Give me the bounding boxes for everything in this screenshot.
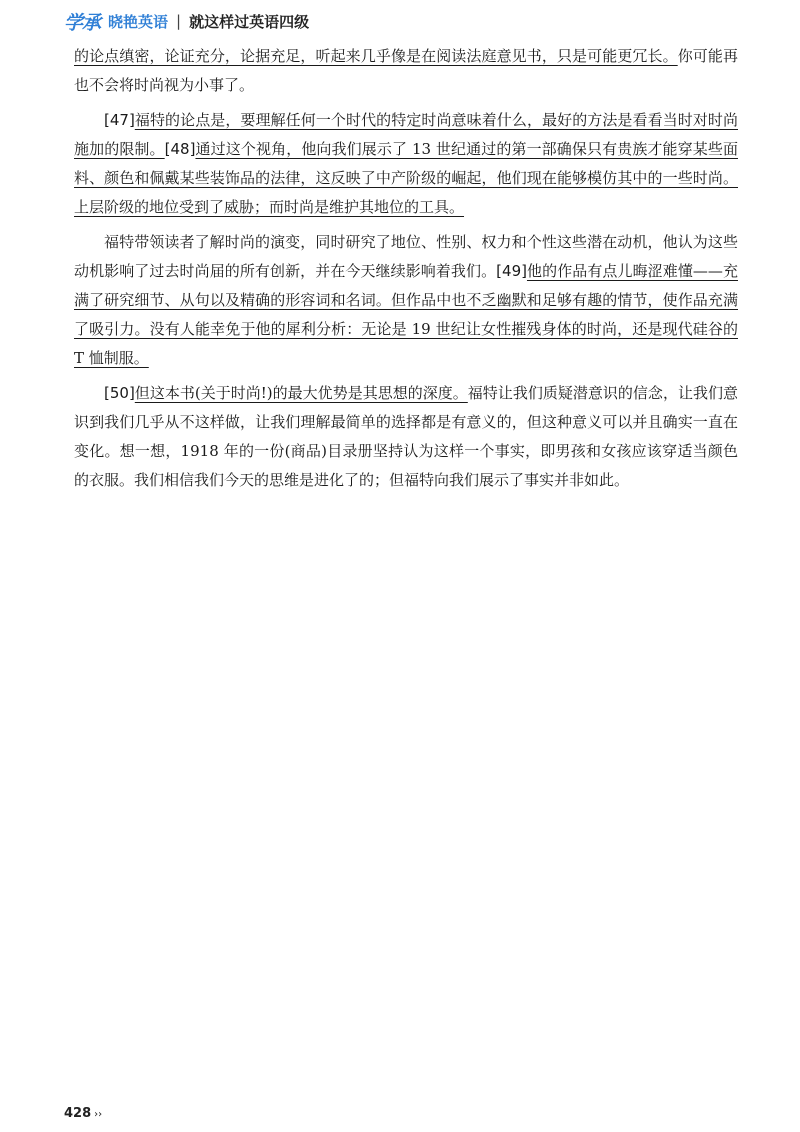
question-marker-49: [49] xyxy=(496,262,527,280)
page-footer xyxy=(64,1106,102,1121)
question-marker-48: [48] xyxy=(164,140,196,158)
paragraph-1 xyxy=(74,42,738,100)
paragraph-4 xyxy=(74,379,738,495)
arrows-icon: ›› xyxy=(94,1109,103,1120)
paragraph-text: 你可能再也不会将时尚视为小事了。 xyxy=(74,47,738,94)
header-separator: | xyxy=(176,12,182,30)
underlined-sentence: 他的作品有点儿晦涩难懂——充满了研究细节、从句以及精确的形容词和名词。但作品中也不乏幽默和足够有趣的情节，使作品充满了吸引力。没有人能幸免于他的犀利分析：无论是 19 世纪让女性摧残身体的时尚，还是现代硅谷的 T 恤制服。 xyxy=(74,262,738,367)
page-number: 428 xyxy=(64,1106,92,1121)
paragraph-text: 福特让我们质疑潜意识的信念，让我们意识到我们几乎从不这样做，让我们理解最简单的选择都是有意义的，但这种意义可以并且确实一直在变化。想一想，1918 年的一份(商品)目录册坚持认为这样一个事实，即男孩和女孩应该穿适当颜色的衣服。我们相信我们今天的思维是进化了的；但福特向我们展示了事实并非如此。 xyxy=(74,384,738,489)
underlined-sentence: 通过这个视角，他向我们展示了 13 世纪通过的第一部确保只有贵族才能穿某些面料、颜色和佩戴某些装饰品的法律，这反映了中产阶级的崛起，他们现在能够模仿其中的一些时尚。上层阶级的地位受到了威胁；而时尚是维护其地位的工具。 xyxy=(74,140,738,216)
translation-text xyxy=(74,42,738,501)
paragraph-3 xyxy=(74,228,738,373)
paragraph-2 xyxy=(74,106,738,222)
publisher-logo: 学承 xyxy=(64,11,101,34)
paragraph-text: 福特带领读者了解时尚的演变，同时研究了地位、性别、权力和个性这些潜在动机，他认为这些动机影响了过去时尚届的所有创新，并在今天继续影响着我们。 xyxy=(74,233,738,280)
brand-name: 晓艳英语 xyxy=(108,12,169,31)
underlined-sentence: 的论点缜密，论证充分，论据充足，听起来几乎像是在阅读法庭意见书，只是可能更冗长。 xyxy=(74,47,678,65)
question-marker-50: [50] xyxy=(104,384,135,402)
question-marker-47: [47] xyxy=(104,111,135,129)
page-header xyxy=(64,6,309,36)
book-title: 就这样过英语四级 xyxy=(189,12,310,31)
underlined-sentence: 但这本书(关于时尚!)的最大优势是其思想的深度。 xyxy=(134,384,468,402)
underlined-sentence: 福特的论点是，要理解任何一个时代的特定时尚意味着什么，最好的方法是看看当时对时尚施加的限制。 xyxy=(74,111,738,158)
